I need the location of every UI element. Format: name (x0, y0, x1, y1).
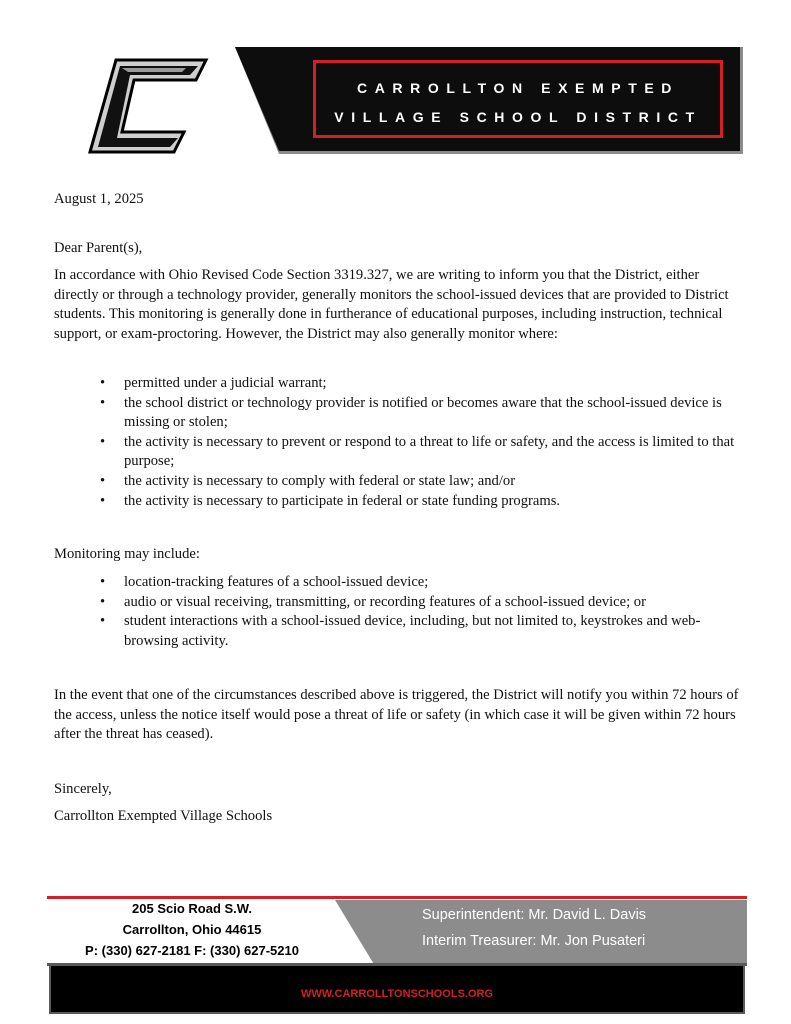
district-name-line2: VILLAGE SCHOOL DISTRICT (334, 109, 702, 125)
phone-fax: P: (330) 627-2181 F: (330) 627-5210 (85, 943, 299, 958)
address-city: Carrollton, Ohio 44615 (122, 922, 262, 937)
treasurer: Interim Treasurer: Mr. Jon Pusateri (422, 933, 646, 949)
address-street: 205 Scio Road S.W. (132, 901, 252, 916)
banner-frame (313, 60, 723, 138)
monitoring-intro: Monitoring may include: (54, 546, 200, 562)
salutation: Dear Parent(s), (54, 240, 143, 256)
list-item: • audio or visual receiving, transmitting, or recording features of a school-issued device; or (54, 593, 744, 613)
signature: Carrollton Exempted Village Schools (54, 808, 273, 824)
carrollton-c-logo-icon (86, 54, 212, 158)
intro-paragraph: In accordance with Ohio Revised Code Section 3319.327, we are writing to inform you that the District, either directly or through a technology provider, generally monitors the school-issued devices that are provided to District students. This monitoring is generally done in furtherance of educational purposes, including instruction, technical support, or exam-proctoring. However, the District may also generally monitor where: (54, 267, 729, 342)
list-item: • the school district or technology provider is notified or becomes aware that the school-issued device is missing or stolen; (54, 394, 744, 433)
list-item: • the activity is necessary to comply with federal or state law; and/or (54, 472, 744, 492)
list-item: • student interactions with a school-issued device, including, but not limited to, keystrokes and web-browsing activity. (54, 612, 744, 651)
list-item: • location-tracking features of a school-issued device; (54, 573, 744, 593)
district-name-line1: CARROLLTON EXEMPTED (357, 80, 679, 96)
closing: Sincerely, (54, 781, 112, 797)
monitoring-conditions-list (54, 374, 744, 511)
monitoring-features-list (54, 573, 744, 651)
letter-date: August 1, 2025 (54, 191, 144, 207)
superintendent: Superintendent: Mr. David L. Davis (422, 907, 647, 923)
list-item: • the activity is necessary to prevent or respond to a threat to life or safety, and the access is limited to that purpose; (54, 433, 744, 472)
website-link[interactable]: WWW.CARROLLTONSCHOOLS.ORG (300, 988, 494, 1000)
notification-paragraph: In the event that one of the circumstances described above is triggered, the District will notify you within 72 hours of the access, unless the notice itself would pose a threat of life or safety (in which case it will be given within 72 hours after the threat has ceased). (54, 687, 739, 743)
list-item: • permitted under a judicial warrant; (54, 374, 744, 394)
list-item: • the activity is necessary to participate in federal or state funding programs. (54, 492, 744, 512)
footer-divider (47, 896, 747, 899)
